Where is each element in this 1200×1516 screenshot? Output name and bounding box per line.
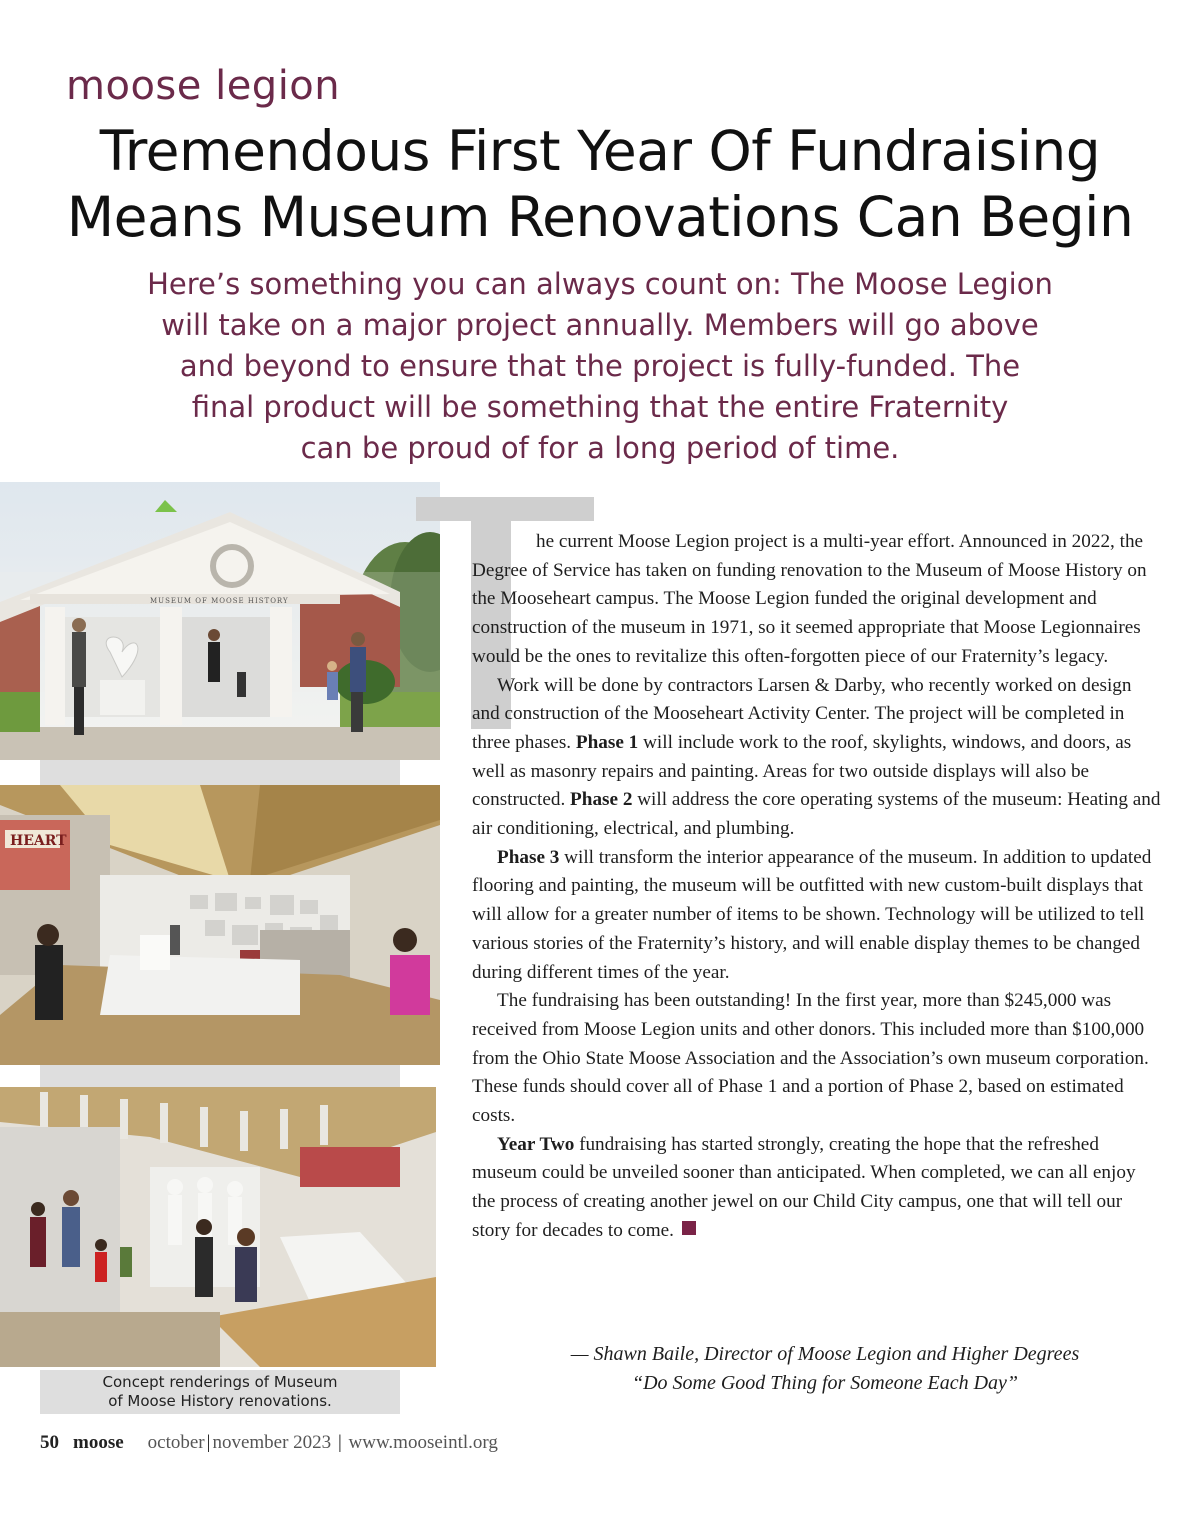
paragraph-3-text: will transform the interior appearance of the museum. In addition to updated flooring and painting, the museum will be outfitted with new custom-built displays that will allow for a greater number of items to be shown. Technology will be utilized to tell various stories of the Fraternity’s history, and will enable display themes to be changed during different times of the year. <box>472 846 1152 983</box>
signature-line-2: “Do Some Good Thing for Someone Each Day” <box>631 1372 1019 1394</box>
interior-rendering-1 <box>0 785 440 1065</box>
paragraph-4 <box>472 987 1162 1131</box>
deck-line-5: can be proud of for a long period of time. <box>300 431 900 465</box>
paragraph-5-text: fundraising has started strongly, creating the hope that the refreshed museum could be unveiled sooner than anticipated. When completed, we can all enjoy the process of creating another jewel on our Child City campus, one that will tell our story for decades to come. <box>472 1133 1136 1241</box>
page-footer <box>40 1432 498 1454</box>
caption-line-1: Concept renderings of Museum <box>102 1373 338 1391</box>
deck-intro <box>90 264 1110 469</box>
footer-divider: | <box>337 1432 342 1453</box>
paragraph-1-text: he current Moose Legion project is a multi-year effort. Announced in 2022, the Degree of Service has taken on funding renovation to the Museum of Moose History on the Mooseheart campus. The Moose Legion funded the original development and construction of the museum in 1971, so it seemed appropriate that Moose Legionnaires would be the ones to revitalize this often-forgotten piece of our Fraternity’s legacy. <box>472 531 1147 667</box>
deck-line-1: Here’s something you can always count on: The Moose Legion <box>147 267 1053 301</box>
paragraph-1 <box>472 528 1162 672</box>
signature-block <box>480 1340 1170 1398</box>
paragraph-2 <box>472 672 1162 844</box>
magazine-name: moose <box>73 1432 124 1453</box>
museum-sign: MUSEUM OF MOOSE HISTORY <box>150 597 289 605</box>
headline-line-1: Tremendous First Year Of Fundraising <box>99 119 1101 183</box>
issue-month-b: november 2023 <box>212 1432 332 1453</box>
image-caption <box>40 1370 400 1414</box>
interior-rendering-2 <box>0 1087 436 1367</box>
deck-line-3: and beyond to ensure that the project is fully-funded. The <box>179 349 1021 383</box>
paragraph-2-text-c: will address the core operating systems of the museum: Heating and air conditioning, electrical, and plumbing. <box>472 789 1161 840</box>
signature-line-1: — Shawn Baile, Director of Moose Legion and Higher Degrees <box>570 1343 1080 1365</box>
end-mark-icon <box>682 1221 696 1235</box>
banner-text: HEART <box>10 833 67 849</box>
headline <box>40 118 1160 250</box>
section-label: moose legion <box>66 63 341 109</box>
drop-cap-letter <box>416 497 417 498</box>
paragraph-2-text-b: will include work to the roof, skylights, windows, and doors, as well as masonry repairs and painting. Areas for two outside displays will also be constructed. <box>472 731 1132 811</box>
paragraph-5 <box>472 1131 1162 1246</box>
issue-month-a: october <box>147 1432 205 1453</box>
caption-line-2: of Moose History renovations. <box>108 1392 332 1410</box>
phase-3-label: Phase 3 <box>497 846 560 868</box>
phase-1-label: Phase 1 <box>575 731 639 753</box>
website-link[interactable]: www.mooseintl.org <box>348 1432 498 1453</box>
headline-line-2: Means Museum Renovations Can Begin <box>66 185 1134 249</box>
deck-line-4: final product will be something that the entire Fraternity <box>191 390 1009 424</box>
deck-line-2: will take on a major project annually. Members will go above <box>161 308 1039 342</box>
issue-divider: | <box>206 1432 211 1453</box>
paragraph-2-text-a: Work will be done by contractors Larsen & Darby, who recently worked on design and construction of the Mooseheart Activity Center. The project will be completed in three phases. <box>472 674 1132 753</box>
year-two-label: Year Two <box>497 1133 575 1155</box>
exterior-rendering <box>0 482 440 760</box>
paragraph-4-text: The fundraising has been outstanding! In the first year, more than $245,000 was received from Moose Legion units and other donors. This included more than $100,000 from the Ohio State Moose Association and the Association’s own museum corporation. These funds should cover all of Phase 1 and a portion of Phase 2, based on estimated costs. <box>472 990 1149 1127</box>
page-number: 50 <box>40 1432 59 1453</box>
article-body <box>472 528 1162 1246</box>
paragraph-3 <box>472 844 1162 988</box>
phase-2-label: Phase 2 <box>570 789 633 811</box>
